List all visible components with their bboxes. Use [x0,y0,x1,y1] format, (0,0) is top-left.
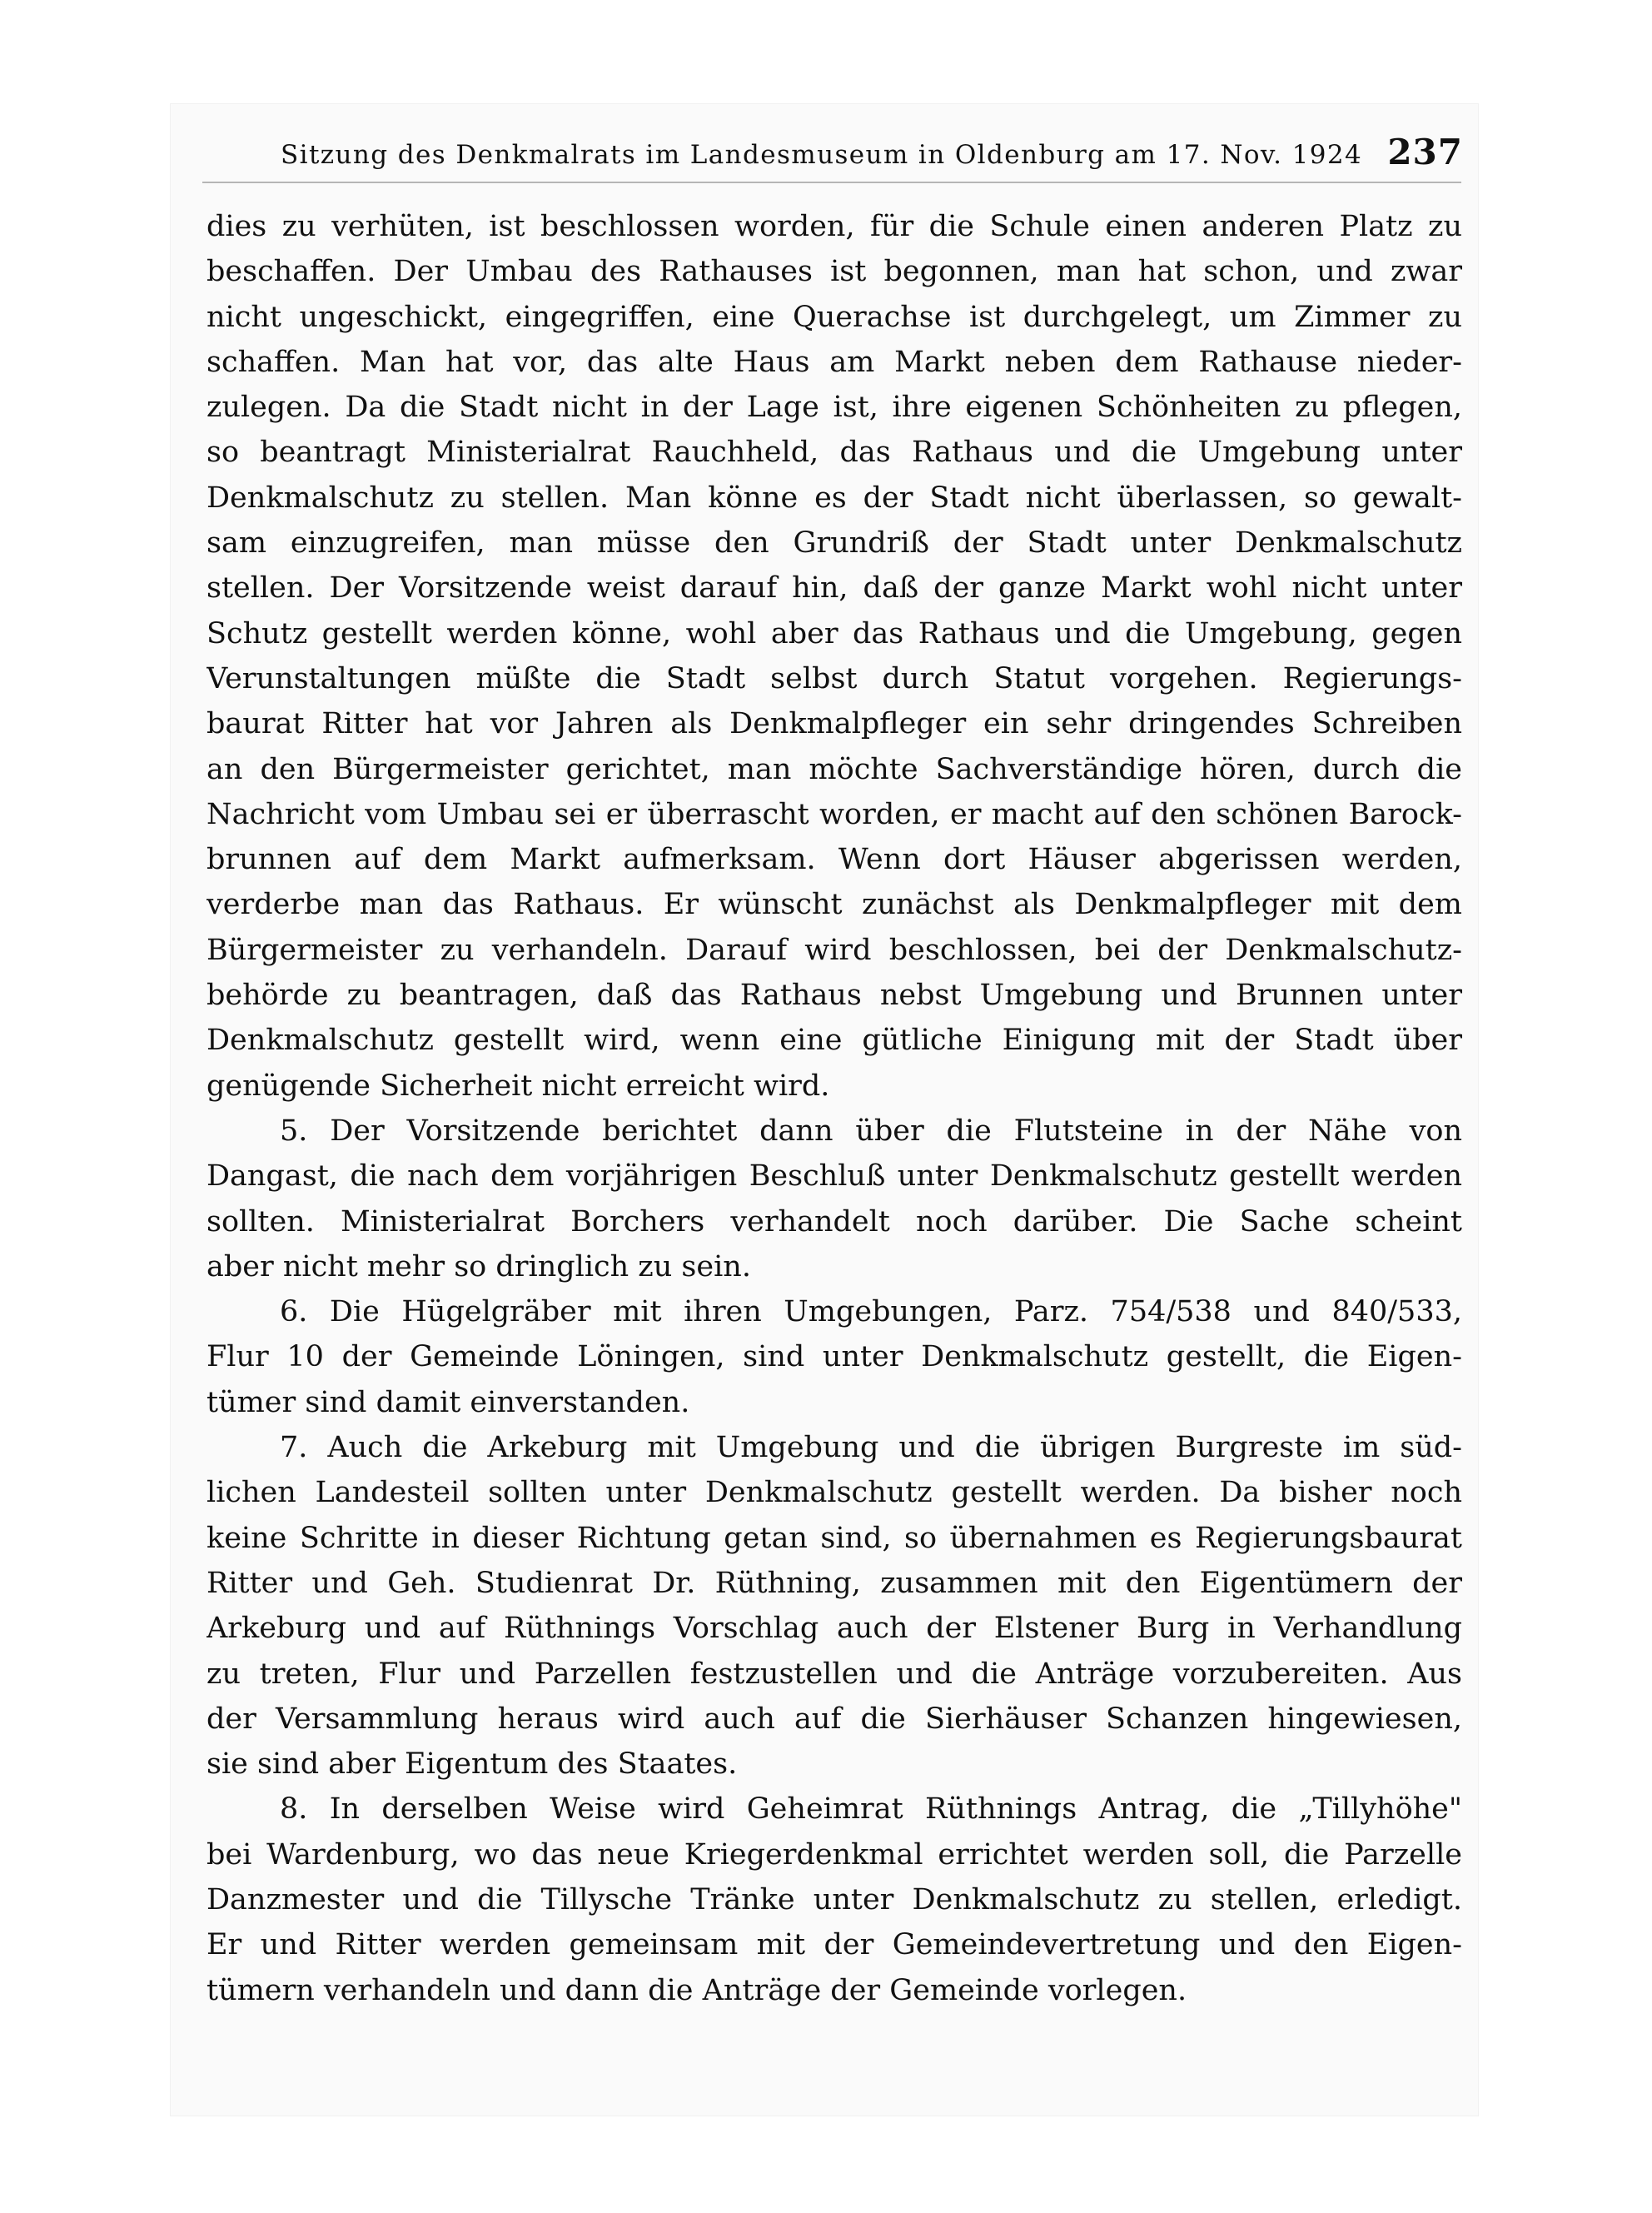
text-line: nicht ungeschickt, eingegriffen, eine Querachse ist durchgelegt, um Zimmer zu [206,300,1462,334]
text-line: Verunstaltungen müßte die Stadt selbst durch Statut vorgehen. Regierungs- [206,661,1462,695]
text-line: dies zu verhüten, ist beschlossen worden, für die Schule einen anderen Platz zu [206,210,1462,243]
text-line: baurat Ritter hat vor Jahren als Denkmalpfleger ein sehr dringendes Schreiben [206,707,1462,741]
text-line: keine Schritte in dieser Richtung getan sind, so übernahmen es Regierungsbaurat [206,1521,1462,1555]
text-line: Ritter und Geh. Studienrat Dr. Rüthning, zusammen mit den Eigentümern der [206,1566,1462,1600]
paragraph-8-start: 8. In derselben Weise wird Geheimrat Rüthnings Antrag, die „Tillyhöhe" [280,1792,1462,1827]
text-line: verderbe man das Rathaus. Er wünscht zunächst als Denkmalpfleger mit dem [206,888,1462,922]
text-line: sie sind aber Eigentum des Staates. [206,1747,738,1782]
running-head: Sitzung des Denkmalrats im Landesmuseum in Oldenburg am 17. Nov. 1924 [281,140,1363,170]
text-line: Schutz gestellt werden könne, wohl aber das Rathaus und die Umgebung, gegen [206,616,1462,650]
text-line: genügende Sicherheit nicht erreicht wird. [206,1069,830,1103]
text-line: der Versammlung heraus wird auch auf die Sierhäuser Schanzen hingewiesen, [206,1702,1462,1736]
text-line: so beantragt Ministerialrat Rauchheld, das Rathaus und die Umgebung unter [206,436,1462,470]
text-line: aber nicht mehr so dringlich zu sein. [206,1249,751,1283]
text-line: beschaffen. Der Umbau des Rathauses ist begonnen, man hat schon, und zwar [206,255,1462,289]
text-line: Denkmalschutz zu stellen. Man könne es der Stadt nicht überlassen, so gewalt- [206,481,1462,515]
text-line: sam einzugreifen, man müsse den Grundriß der Stadt unter Denkmalschutz [206,526,1462,561]
text-line: Flur 10 der Gemeinde Löningen, sind unter Denkmalschutz gestellt, die Eigen- [206,1340,1462,1374]
text-line: zulegen. Da die Stadt nicht in der Lage ist, ihre eigenen Schönheiten zu pflegen, [206,391,1462,425]
header-rule [202,182,1461,183]
text-line: schaffen. Man hat vor, das alte Haus am Markt neben dem Rathause nieder- [206,345,1462,379]
text-line: behörde zu beantragen, daß das Rathaus nebst Umgebung und Brunnen unter [206,979,1462,1013]
text-line: Dangast, die nach dem vorjährigen Beschluß unter Denkmalschutz gestellt werden [206,1159,1462,1194]
paragraph-7-start: 7. Auch die Arkeburg mit Umgebung und die übrigen Burgreste im süd- [280,1431,1462,1465]
text-line: tümer sind damit einverstanden. [206,1385,690,1419]
text-line: sollten. Ministerialrat Borchers verhandelt noch darüber. Die Sache scheint [206,1204,1462,1239]
paragraph-6-start: 6. Die Hügelgräber mit ihren Umgebungen, Parz. 754/538 und 840/533, [280,1295,1462,1329]
paragraph-5-start: 5. Der Vorsitzende berichtet dann über die Flutsteine in der Nähe von [280,1114,1462,1148]
text-line: tümern verhandeln und dann die Anträge der Gemeinde vorlegen. [206,1973,1187,2007]
page-number: 237 [1387,132,1463,172]
text-line: stellen. Der Vorsitzende weist darauf hin, daß der ganze Markt wohl nicht unter [206,571,1462,606]
text-line: Er und Ritter werden gemeinsam mit der Gemeindevertretung und den Eigen- [206,1928,1462,1962]
body-text [206,204,1462,2013]
text-line: Denkmalschutz gestellt wird, wenn eine gütliche Einigung mit der Stadt über [206,1024,1462,1058]
text-line: brunnen auf dem Markt aufmerksam. Wenn dort Häuser abgerissen werden, [206,843,1462,877]
text-line: Danzmester und die Tillysche Tränke unter Denkmalschutz zu stellen, erledigt. [206,1882,1462,1916]
text-line: bei Wardenburg, wo das neue Kriegerdenkmal errichtet werden soll, die Parzelle [206,1837,1462,1872]
text-line: lichen Landesteil sollten unter Denkmalschutz gestellt werden. Da bisher noch [206,1476,1462,1510]
page-header [281,132,1463,173]
text-line: zu treten, Flur und Parzellen festzustellen und die Anträge vorzubereiten. Aus [206,1657,1462,1691]
text-line: Arkeburg und auf Rüthnings Vorschlag auch der Elstener Burg in Verhandlung [206,1612,1462,1646]
text-line: an den Bürgermeister gerichtet, man möchte Sachverständige hören, durch die [206,752,1462,786]
text-line: Bürgermeister zu verhandeln. Darauf wird beschlossen, bei der Denkmalschutz- [206,933,1462,967]
text-line: Nachricht vom Umbau sei er überrascht worden, er macht auf den schönen Barock- [206,797,1462,831]
